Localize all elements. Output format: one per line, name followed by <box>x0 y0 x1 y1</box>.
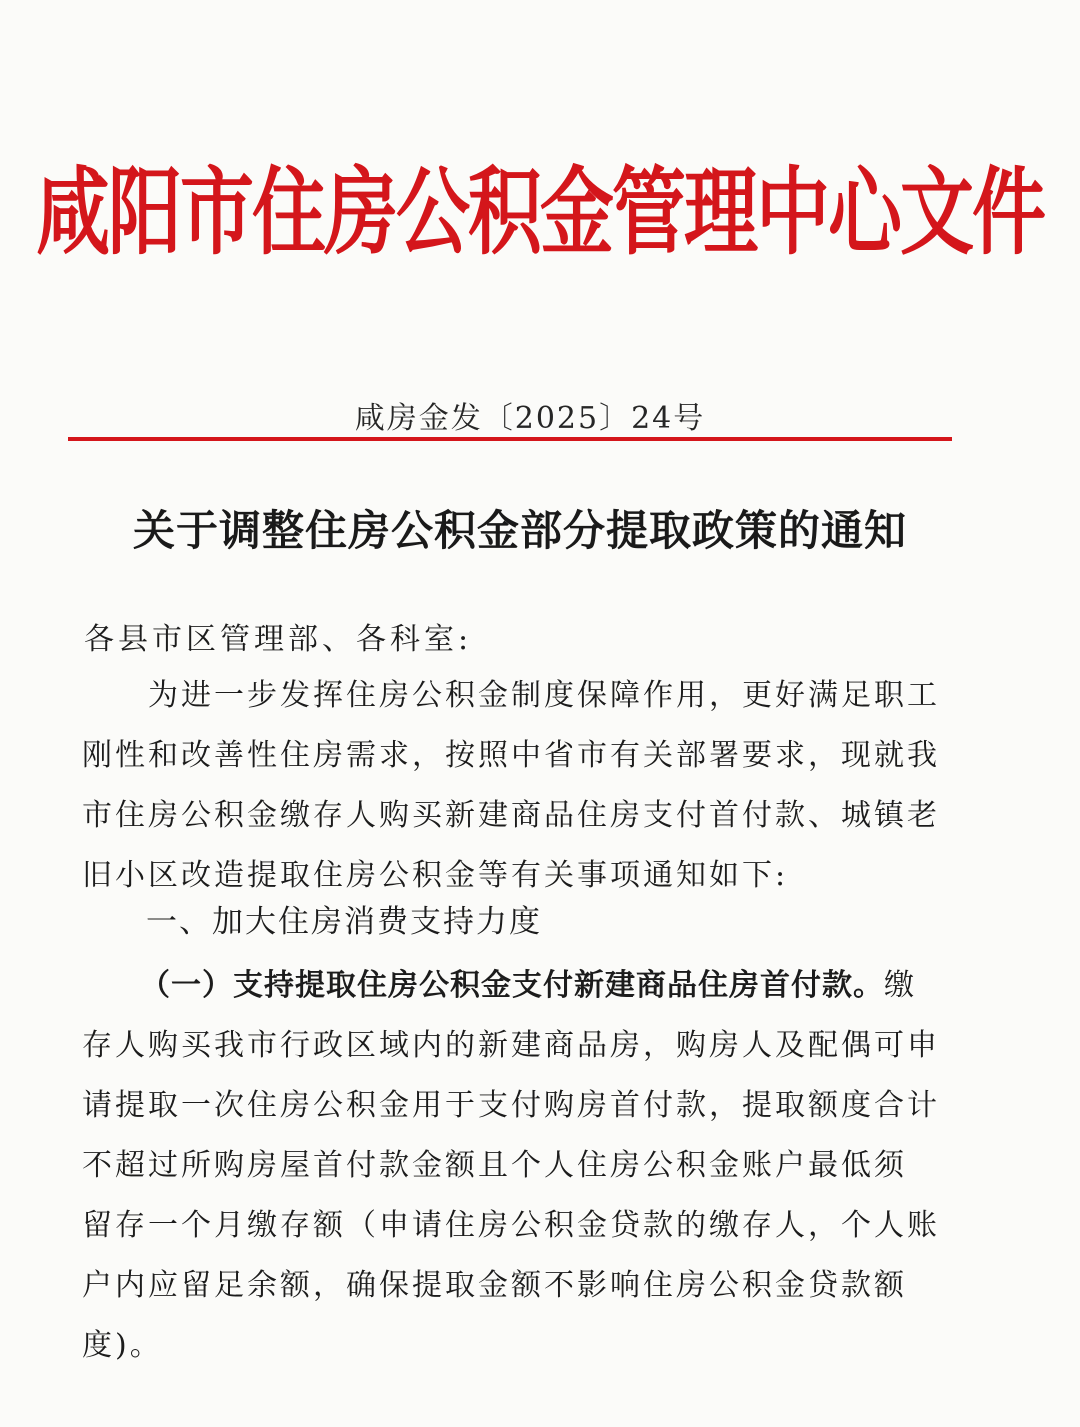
body-line: 度)。 <box>82 1328 163 1363</box>
section-heading: 一、加大住房消费支持力度 <box>146 904 542 940</box>
document-number: 咸房金发〔2025〕24号 <box>354 401 706 436</box>
body-line: 不超过所购房屋首付款金额且个人住房公积金账户最低须 <box>82 1148 907 1183</box>
item-first-line-tail: 缴 <box>884 968 917 1003</box>
salutation: 各县市区管理部、各科室: <box>84 622 473 657</box>
intro-line: 市住房公积金缴存人购买新建商品住房支付首付款、城镇老 <box>82 798 940 833</box>
body-line: 请提取一次住房公积金用于支付购房首付款，提取额度合计 <box>82 1088 940 1123</box>
body-line: 留存一个月缴存额（申请住房公积金贷款的缴存人，个人账 <box>82 1208 940 1243</box>
notice-title: 关于调整住房公积金部分提取政策的通知 <box>132 506 907 555</box>
intro-line: 为进一步发挥住房公积金制度保障作用，更好满足职工 <box>82 678 940 713</box>
red-divider-line <box>68 437 952 441</box>
body-line: 户内应留足余额，确保提取金额不影响住房公积金贷款额 <box>82 1268 907 1303</box>
issuing-org-header: 咸阳市住房公积金管理中心文件 <box>36 157 1044 269</box>
item-bold-lead: （一）支持提取住房公积金支付新建商品住房首付款。 <box>140 968 884 1003</box>
intro-line: 旧小区改造提取住房公积金等有关事项通知如下: <box>82 858 789 893</box>
intro-line: 刚性和改善性住房需求，按照中省市有关部署要求，现就我 <box>82 738 940 773</box>
item-first-line <box>140 956 1020 1016</box>
body-line: 存人购买我市行政区域内的新建商品房，购房人及配偶可申 <box>82 1028 940 1063</box>
